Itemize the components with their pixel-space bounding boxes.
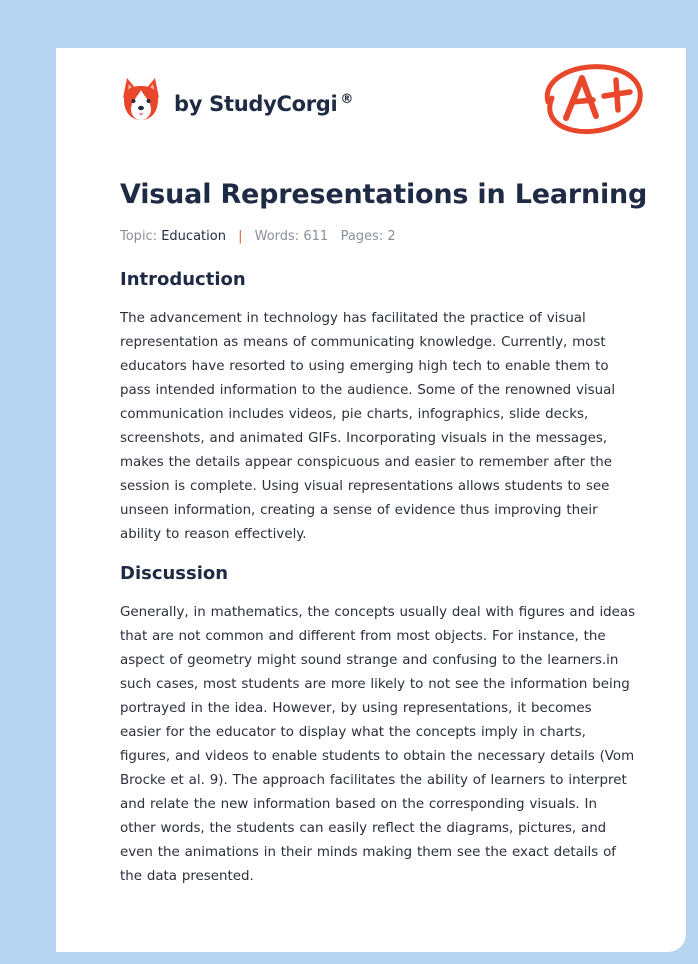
registered-mark: ® — [340, 92, 354, 107]
pages-value: 2 — [387, 229, 396, 244]
meta-separator: | — [238, 229, 243, 244]
grade-badge-icon — [538, 58, 648, 140]
corgi-icon — [120, 76, 162, 124]
page-title: Visual Representations in Learning — [120, 179, 648, 210]
brand-name: by StudyCorgi ® — [174, 92, 354, 116]
section-heading-introduction: Introduction — [120, 269, 246, 290]
document-meta — [120, 229, 396, 244]
studycorgi-logo[interactable] — [120, 76, 353, 124]
page-header — [56, 48, 686, 158]
section-paragraph-introduction: The advancement in technology has facilitated the practice of visual representation as means of communicating knowledge. Currently, most educators have resorted to using emerging high tech to enable them to pass intended information to the audience. Some of the renowned visual communication includes videos, pie charts, infographics, slide decks, screenshots, and animated GIFs. Incorporating visuals in the messages, makes the details appear conspicuous and easier to remember after the session is complete. Using visual representations allows students to see unseen information, creating a sense of evidence thus improving their ability to reason effectively. — [120, 311, 616, 542]
section-paragraph-discussion: Generally, in mathematics, the concepts usually deal with figures and ideas that are not common and different from most objects. For instance, the aspect of geometry might sound strange and confusing to the learners.in such cases, most students are more likely to not see the information being portrayed in the idea. However, by using representations, it becomes easier for the educator to display what the concepts imply in charts, figures, and videos to enable students to obtain the necessary details (Vom Brocke et al. 9). The approach facilitates the ability of learners to interpret and relate the new information based on the corresponding visuals. In other words, the students can easily reflect the diagrams, pictures, and even the animations in their minds making them see the exact details of the data presented. — [120, 605, 636, 884]
topic-value[interactable]: Education — [161, 229, 226, 244]
words-value: 611 — [303, 229, 329, 244]
topic-label: Topic: — [120, 229, 158, 244]
pages-label: Pages: — [340, 229, 384, 244]
words-label: Words: — [254, 229, 300, 244]
document-page — [56, 48, 686, 952]
section-heading-discussion: Discussion — [120, 563, 229, 584]
